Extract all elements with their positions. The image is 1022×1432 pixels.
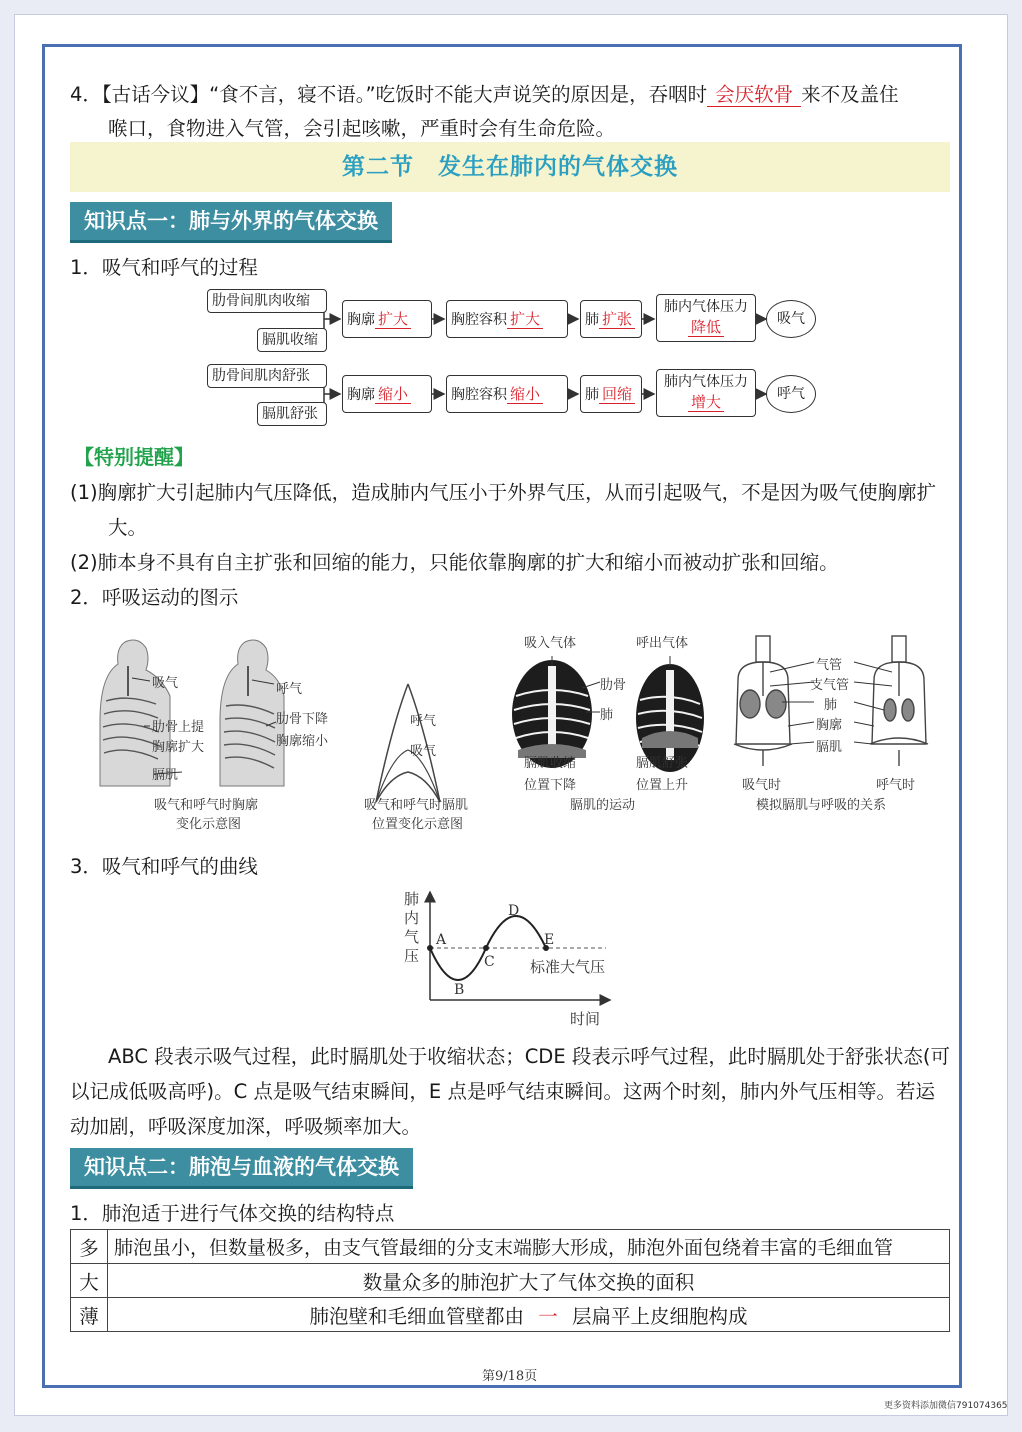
- table-row: [71, 1298, 950, 1332]
- fig1-diaphragm-label: 膈肌: [152, 768, 179, 783]
- feature-value: 数量众多的肺泡扩大了气体交换的面积: [108, 1264, 950, 1298]
- exhale-chest-fill: 缩小: [375, 385, 411, 404]
- inhale-chest-label: 胸廓: [347, 312, 375, 328]
- inhale-chest-box: [342, 300, 432, 338]
- q4-blank-answer: 会厌软骨: [707, 83, 801, 107]
- exhale-pressure-fill: 增大: [688, 393, 724, 412]
- kp1-item3: 3．吸气和呼气的曲线: [70, 855, 258, 878]
- fig2-exhale-label: 呼气: [410, 714, 437, 729]
- fig1-inhale-label: 吸气: [152, 676, 179, 691]
- fig4-bronchus: 支气管: [810, 678, 850, 693]
- exhale-lung-fill: 回缩: [599, 385, 635, 404]
- inhale-pressure-label: 肺内气体压力: [664, 299, 748, 315]
- curve-x-label: 时间: [570, 1010, 601, 1028]
- contact-note: 更多资料添加微信791074365: [884, 1401, 1008, 1411]
- curve-label-C: C: [484, 954, 495, 970]
- fig3-up: 位置上升: [636, 778, 689, 793]
- inhale-pressure-fill: 降低: [688, 318, 724, 337]
- section-title: 第二节 发生在肺内的气体交换: [70, 142, 950, 192]
- torso-exhale-figure: [220, 640, 284, 786]
- inhale-pressure-box: [656, 294, 756, 342]
- exhale-pressure-label: 肺内气体压力: [664, 374, 748, 390]
- point-A: [427, 945, 433, 951]
- fig1-rib-up: 肋骨上提: [152, 720, 205, 735]
- ylabel-char-2: 内: [404, 909, 420, 927]
- fig3-exhaled-gas: 呼出气体: [636, 636, 689, 651]
- kp1-item2: 2．呼吸运动的图示: [70, 586, 239, 609]
- feature-key: 薄: [71, 1298, 108, 1332]
- fig3-rib-label: 肋骨: [600, 678, 627, 693]
- fig1-chest-expand: 胸廓扩大: [152, 740, 205, 755]
- inhale-cavity-box: [446, 300, 568, 338]
- exhale-chest-label: 胸廓: [347, 387, 375, 403]
- fig4-lung: 肺: [824, 698, 838, 713]
- exhale-result: 呼气: [766, 375, 816, 413]
- curve-y-label: [404, 890, 419, 966]
- curve-explanation-line1: ABC 段表示吸气过程，此时膈肌处于收缩状态；CDE 段表示呼气过程，此时膈肌处于舒张状态(可: [108, 1045, 950, 1068]
- fig4-caption: 模拟膈肌与呼吸的关系: [756, 798, 887, 813]
- fig4-inhale-when: 吸气时: [742, 778, 782, 793]
- fig3-down: 位置下降: [524, 778, 577, 793]
- curve-label-A: A: [436, 932, 447, 948]
- exhale-cause-diaphragm: 膈肌舒张: [257, 402, 327, 426]
- kp2-item1: 1．肺泡适于进行气体交换的结构特点: [70, 1202, 395, 1225]
- page-number: 第9/18页: [482, 1369, 538, 1384]
- fig4-diaphragm: 膈肌: [816, 740, 843, 755]
- fig2-caption-line2: 位置变化示意图: [372, 817, 464, 832]
- knowledge-point-1-title: 知识点一：肺与外界的气体交换: [70, 202, 392, 243]
- fig1-chest-shrink: 胸廓缩小: [276, 734, 329, 749]
- exhale-pressure-box: [656, 369, 756, 417]
- table-row: [71, 1230, 950, 1264]
- fig1-caption-line2: 变化示意图: [176, 817, 242, 832]
- bell-jar-exhale-figure: [870, 636, 928, 766]
- fig4-exhale-when: 呼气时: [876, 778, 916, 793]
- q4-suffix: 来不及盖住: [801, 83, 899, 106]
- kp1-item1: 1．吸气和呼气的过程: [70, 256, 258, 279]
- exhale-cavity-label: 胸腔容积: [451, 387, 507, 403]
- exhale-cause-intercostal: 肋骨间肌肉舒张: [207, 364, 327, 388]
- fig3-caption: 膈肌的运动: [570, 798, 636, 813]
- bell-jar-inhale-figure: [734, 636, 792, 766]
- reminder-1-line2: 大。: [108, 516, 148, 539]
- alveoli-features-table: [70, 1229, 950, 1332]
- fig3-contract: 膈肌收缩: [524, 756, 577, 771]
- q4-prefix: 4．【古话今议】“食不言，寝不语。”吃饭时不能大声说笑的原因是，吞咽时: [70, 83, 708, 106]
- inhale-lung-label: 肺: [585, 312, 599, 328]
- fig1-exhale-label: 呼气: [276, 682, 303, 697]
- feature-value-part1: 肺泡壁和毛细血管壁都由: [309, 1304, 525, 1328]
- feature-value: 肺泡虽小，但数量极多，由支气管最细的分支末端膨大形成，肺泡外面包绕着丰富的毛细血管: [108, 1230, 950, 1264]
- exhale-cavity-fill: 缩小: [507, 385, 543, 404]
- curve-label-E: E: [544, 932, 555, 948]
- inhale-lung-box: [580, 300, 642, 338]
- feature-key: 多: [71, 1230, 108, 1264]
- special-reminder-title: 【特别提醒】: [74, 445, 194, 469]
- table-row: [71, 1264, 950, 1298]
- fig1-rib-down: 肋骨下降: [276, 712, 329, 727]
- exhale-cavity-box: [446, 375, 568, 413]
- inhale-cavity-label: 胸腔容积: [451, 312, 507, 328]
- exhale-lung-label: 肺: [585, 387, 599, 403]
- inhale-cavity-fill: 扩大: [507, 310, 543, 329]
- fig4-trachea: 气管: [816, 658, 843, 673]
- fig2-inhale-label: 吸气: [410, 744, 437, 759]
- feature-key: 大: [71, 1264, 108, 1298]
- inhale-chest-fill: 扩大: [375, 310, 411, 329]
- curve-label-D: D: [508, 903, 520, 919]
- point-C: [483, 945, 489, 951]
- curve-explanation-line2: 以记成低吸高呼)。C 点是吸气结束瞬间，E 点是呼气结束瞬间。这两个时刻，肺内外气压相等。若运: [70, 1080, 935, 1103]
- fig3-inhaled-gas: 吸入气体: [524, 636, 577, 651]
- question-4-line2: 喉口，食物进入气管，会引起咳嗽，严重时会有生命危险。: [108, 117, 616, 140]
- question-4-line1: [70, 78, 899, 112]
- curve-explanation-line3: 动加剧，呼吸深度加深，呼吸频率加大。: [70, 1115, 422, 1138]
- reminder-1-line1: (1)胸廓扩大引起肺内气压降低，造成肺内气压小于外界气压，从而引起吸气，不是因为吸气使胸廓扩: [70, 481, 937, 504]
- exhale-chest-box: [342, 375, 432, 413]
- fig4-thorax: 胸廓: [816, 718, 843, 733]
- feature-value-fill: 一: [538, 1304, 558, 1328]
- inhale-result: 吸气: [766, 300, 816, 338]
- fig2-caption-line1: 吸气和呼气时膈肌: [364, 798, 469, 813]
- feature-value: [108, 1298, 950, 1332]
- inhale-cause-intercostal: 肋骨间肌肉收缩: [207, 289, 327, 313]
- ylabel-char-1: 肺: [404, 890, 420, 908]
- feature-value-part2: 层扁平上皮细胞构成: [571, 1304, 748, 1328]
- ylabel-char-3: 气: [404, 928, 420, 946]
- inhale-cause-diaphragm: 膈肌收缩: [257, 328, 327, 352]
- knowledge-point-2-title: 知识点二：肺泡与血液的气体交换: [70, 1148, 413, 1189]
- fig3-relax: 膈肌舒张: [636, 756, 689, 771]
- fig3-lung-label: 肺: [600, 708, 614, 723]
- curve-baseline-label: 标准大气压: [530, 958, 606, 976]
- fig1-caption-line1: 吸气和呼气时胸廓: [154, 798, 259, 813]
- exhale-lung-box: [580, 375, 642, 413]
- curve-label-B: B: [454, 982, 465, 998]
- reminder-2: (2)肺本身不具有自主扩张和回缩的能力，只能依靠胸廓的扩大和缩小而被动扩张和回缩。: [70, 551, 839, 574]
- inhale-lung-fill: 扩张: [599, 310, 635, 329]
- ylabel-char-4: 压: [404, 947, 420, 965]
